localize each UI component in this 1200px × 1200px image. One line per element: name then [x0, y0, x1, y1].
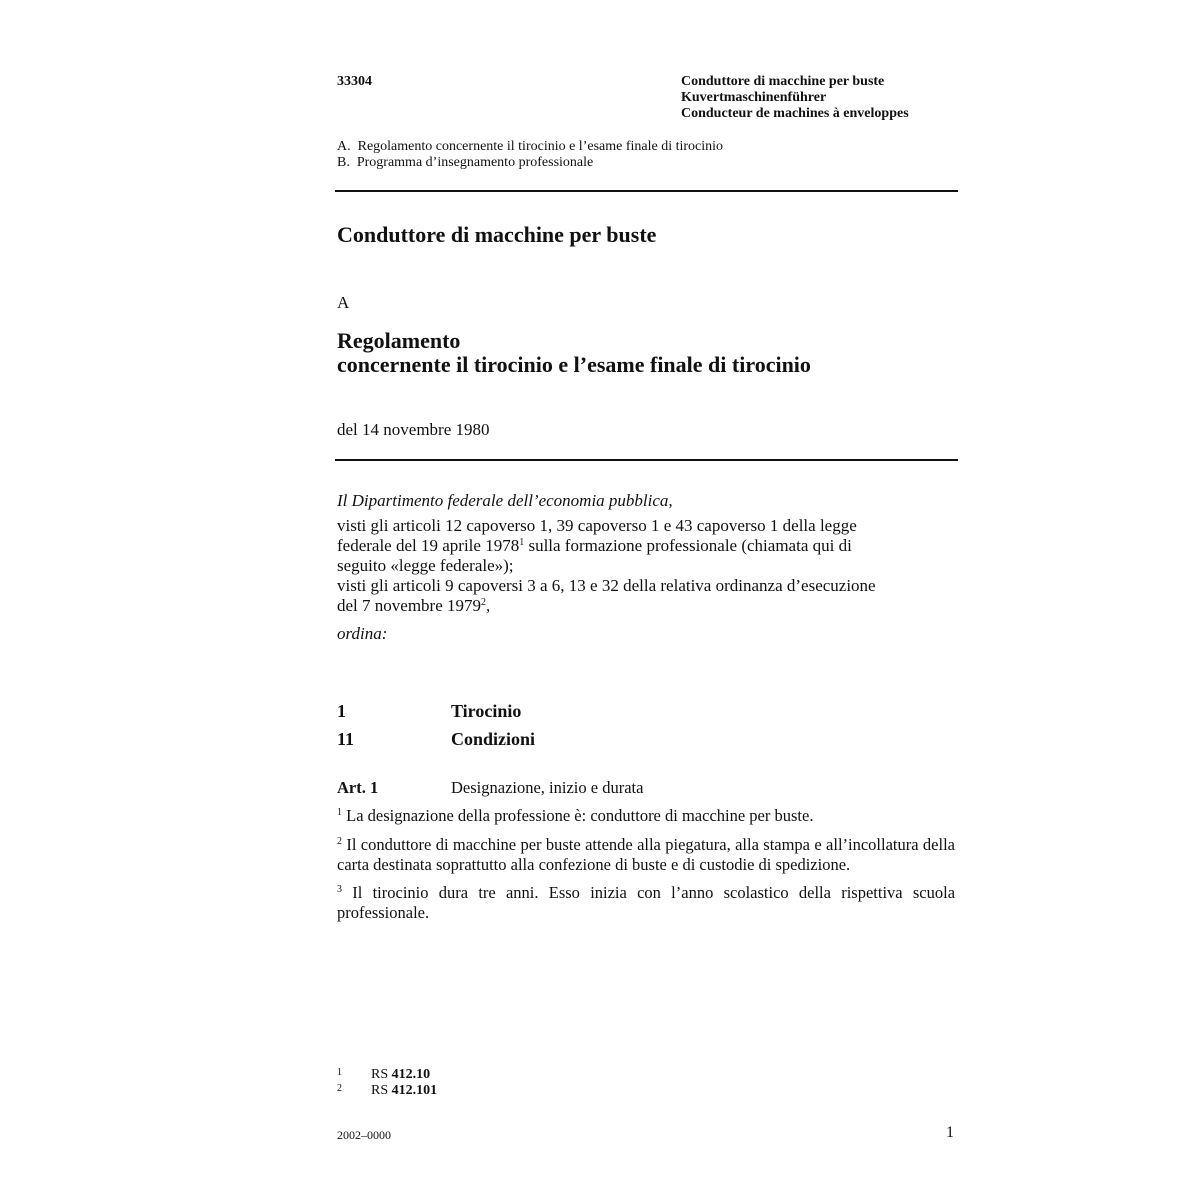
footnote-2 — [337, 1081, 437, 1099]
header-title-de: Kuvertmaschinenführer — [681, 90, 827, 105]
paragraph-number: 3 — [337, 884, 342, 895]
paragraph-number: 2 — [337, 836, 342, 847]
section-number: 1 — [337, 701, 346, 721]
part-label: A — [337, 293, 350, 312]
top-divider — [335, 190, 958, 192]
preamble-line-2-b: sulla formazione professionale (chiamata qui di — [524, 536, 852, 555]
paragraph-text: La designazione della professione è: conduttore di macchine per buste. — [346, 806, 814, 825]
page-number: 1 — [946, 1124, 954, 1141]
paragraph-text: Il conduttore di macchine per buste attende alla piegatura, alla stampa e all’incollatura della carta destinata soprattutto alla confezione di buste e di custodie di spedizione. — [337, 835, 955, 874]
header-title-fr: Conducteur de machines à enveloppes — [681, 106, 909, 121]
paragraph-number: 1 — [337, 807, 342, 818]
preamble-authority: Il Dipartimento federale dell’economia pubblica, — [337, 491, 673, 510]
preamble-closing: ordina: — [337, 624, 388, 643]
document-number: 33304 — [337, 74, 372, 89]
header-title-it: Conduttore di macchine per buste — [681, 74, 885, 89]
preamble-line-1: visti gli articoli 12 capoverso 1, 39 capoverso 1 e 43 capoverso 1 della legge — [337, 516, 857, 535]
section-heading-11 — [337, 728, 535, 750]
section-title: Tirocinio — [451, 701, 522, 721]
section-number: 11 — [337, 729, 355, 749]
article-heading — [337, 778, 643, 798]
footnote-ref-1: 1 — [519, 537, 525, 548]
footnote-ref: 412.10 — [391, 1067, 431, 1082]
footnote-ref: 412.101 — [391, 1083, 438, 1098]
regulation-title-line2: concernente il tirocinio e l’esame finale di tirocinio — [337, 352, 811, 377]
regulation-date: del 14 novembre 1980 — [337, 420, 490, 439]
main-title: Conduttore di macchine per buste — [337, 222, 657, 247]
regulation-title — [337, 329, 811, 377]
footnote-ref-2: 2 — [481, 597, 486, 608]
section-heading-1 — [337, 700, 521, 722]
preamble-line-2-a: federale del 19 aprile 1978 — [337, 536, 520, 555]
footnote-prefix: RS — [371, 1067, 389, 1082]
preamble-line-5 — [337, 596, 876, 616]
article-paragraph-1 — [337, 806, 955, 826]
preamble-line-5-b: , — [486, 596, 491, 615]
header-titles — [681, 74, 909, 122]
preamble-line-3: seguito «legge federale»); — [337, 556, 514, 575]
footer-code: 2002–0000 — [337, 1128, 391, 1142]
preamble-text — [337, 516, 876, 616]
article-paragraph-2 — [337, 835, 955, 875]
article-label: Art. 1 — [337, 778, 379, 797]
preamble-line-2 — [337, 536, 876, 556]
section-title: Condizioni — [451, 729, 536, 749]
footnote-number: 1 — [337, 1067, 342, 1078]
paragraph-text: Il tirocinio dura tre anni. Esso inizia con l’anno scolastico della rispettiva scuola professionale. — [337, 883, 956, 922]
contents-item-a: A. Regolamento concernente il tirocinio e l’esame finale di tirocinio — [337, 139, 724, 154]
preamble-line-5-a: del 7 novembre 1979 — [337, 596, 481, 615]
preamble-line-4: visti gli articoli 9 capoversi 3 a 6, 13 e 32 della relativa ordinanza d’esecuzione — [337, 576, 876, 595]
article-title: Designazione, inizio e durata — [451, 778, 644, 797]
date-divider — [335, 459, 958, 461]
regulation-title-line1: Regolamento — [337, 328, 461, 353]
contents-item-b: B. Programma d’insegnamento professionale — [337, 155, 594, 170]
footnote-number: 2 — [337, 1083, 342, 1094]
footnote-prefix: RS — [371, 1083, 389, 1098]
article-paragraph-3 — [337, 883, 955, 923]
contents-list — [337, 139, 723, 171]
